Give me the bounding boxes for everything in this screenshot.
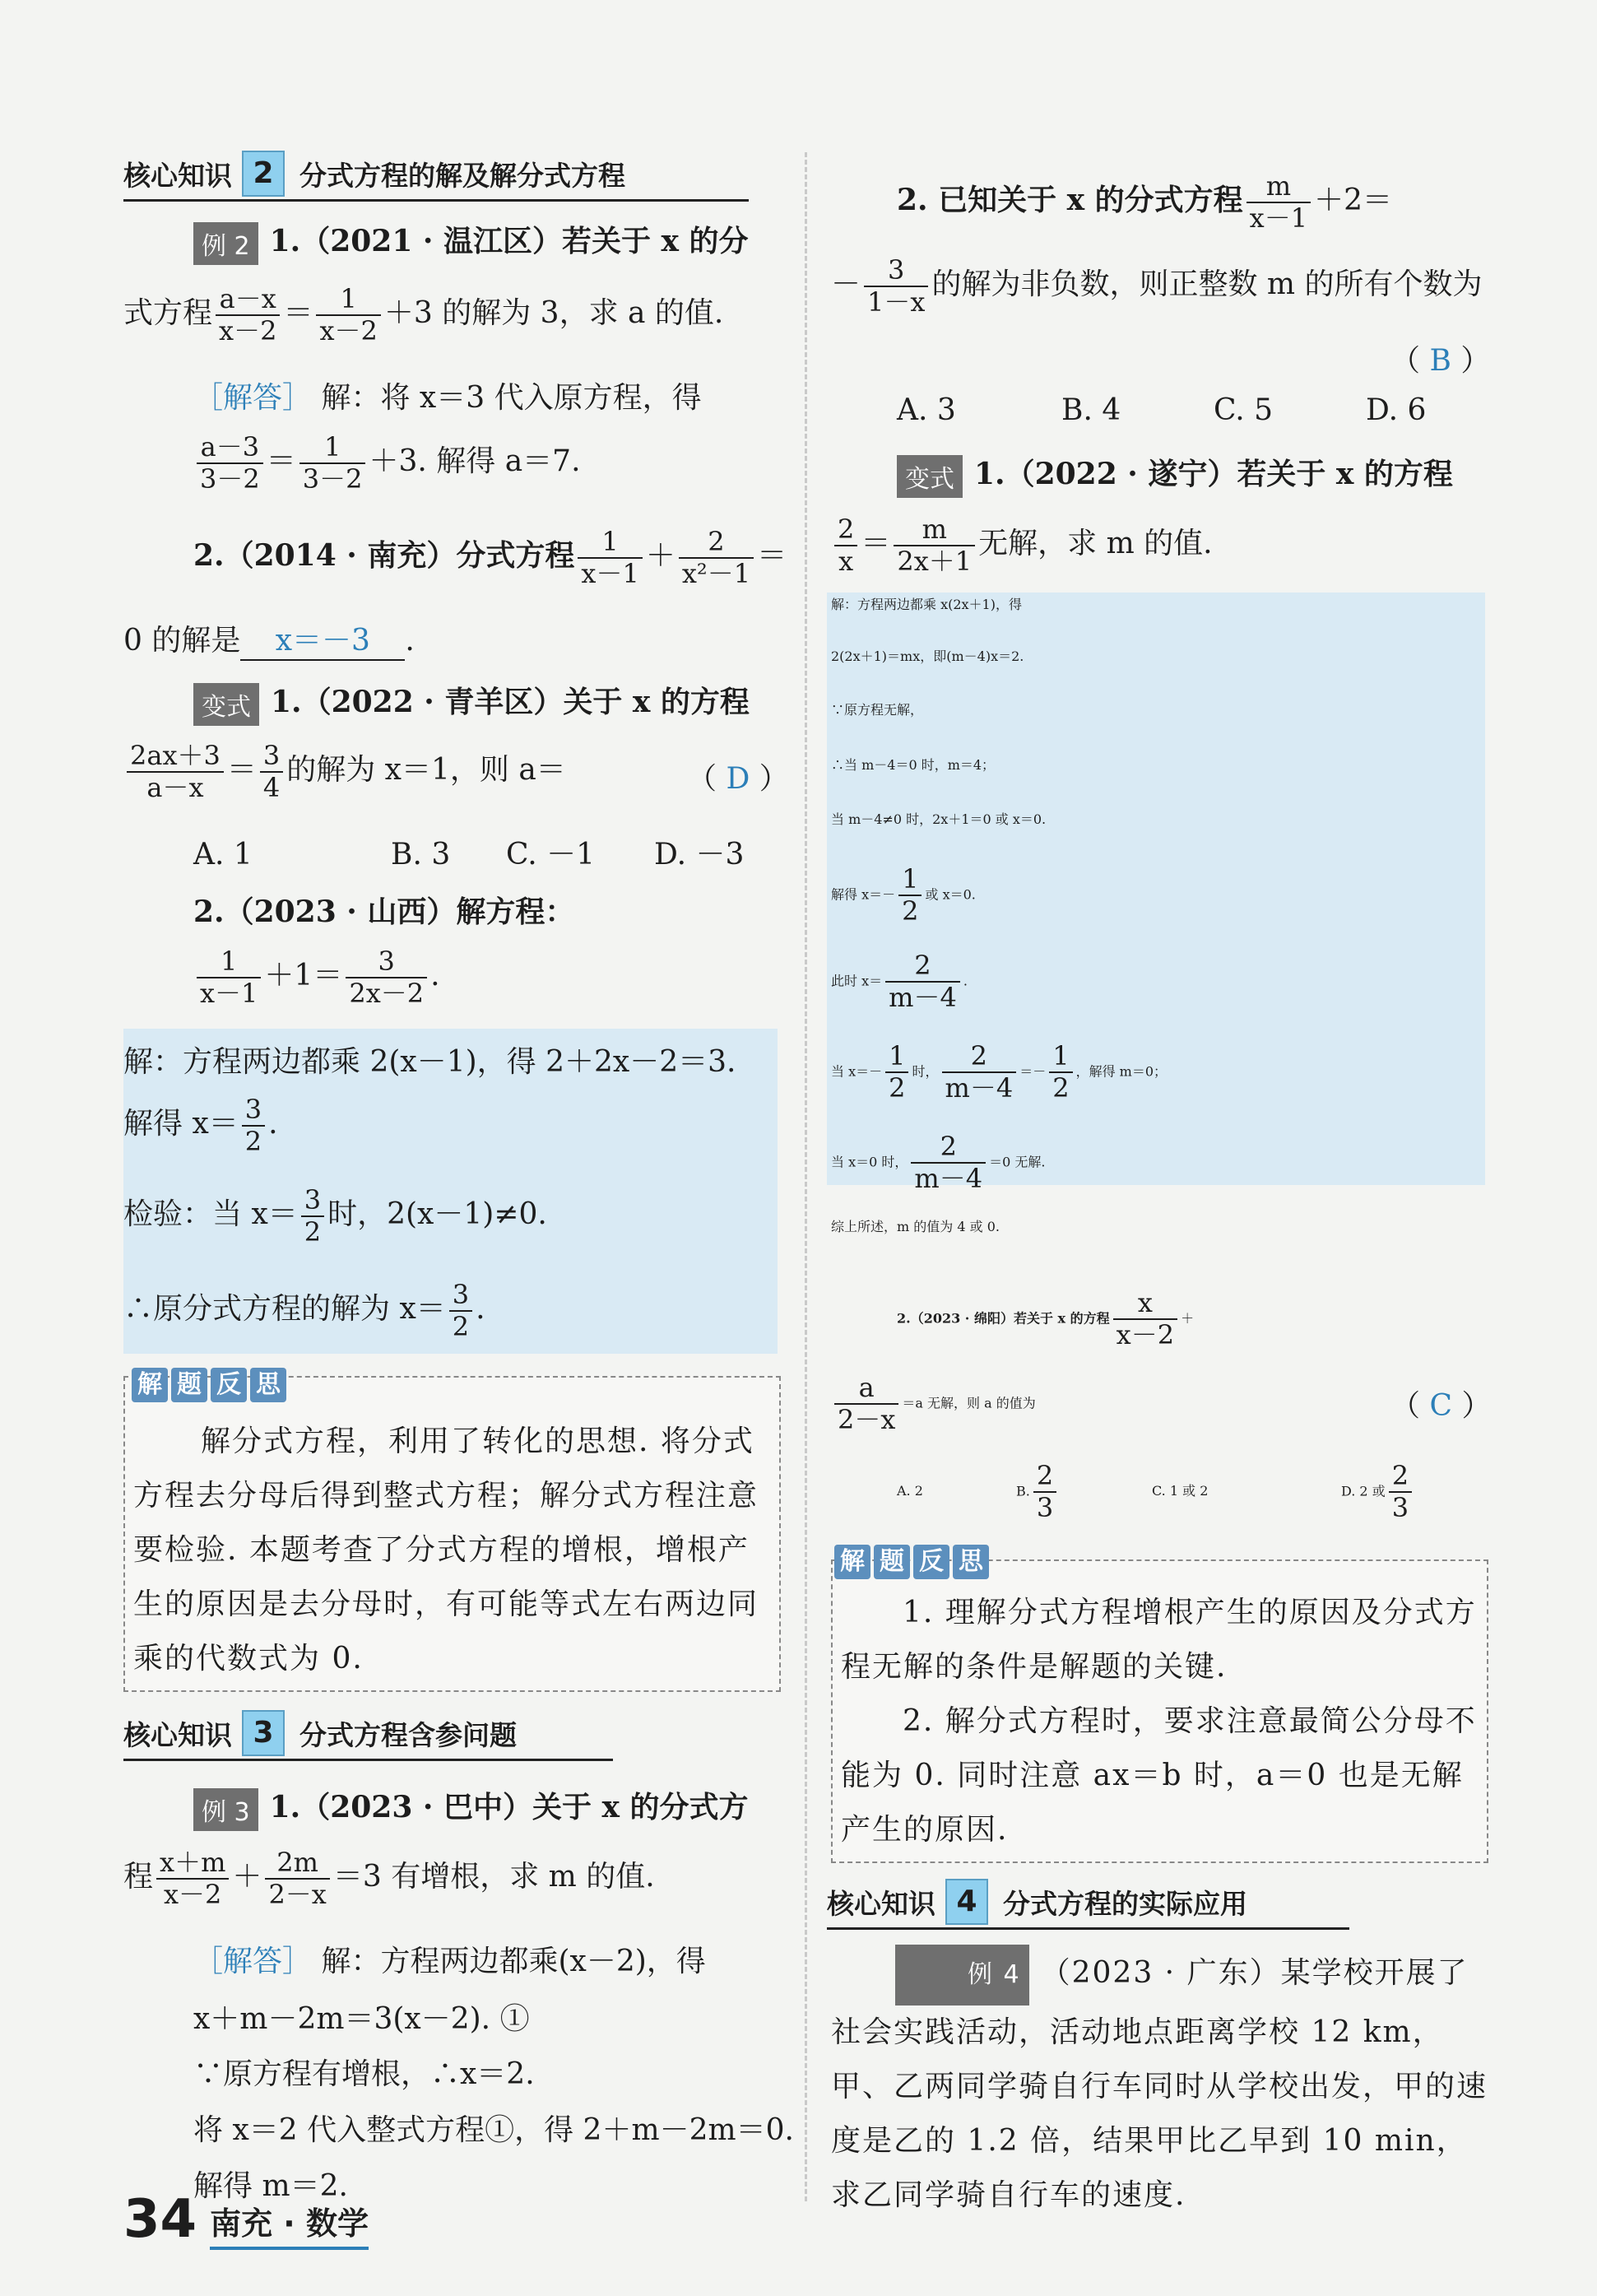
answer-tag: ［解答］ — [193, 381, 313, 415]
solution-line-10: 综上所述，m 的值为 4 或 0. — [831, 1219, 1000, 1234]
text: 解：将 x＝3 代入原方程，得 — [321, 381, 702, 415]
section-header-2 — [123, 148, 749, 202]
example-2-answer-line1 — [193, 374, 702, 416]
solution-line-4: ∴原分式方程的解为 x＝ $\frac{3}{2}$ . — [123, 1279, 485, 1342]
text: ＝a 无解，则 a 的值为 — [902, 1395, 1036, 1411]
variant-2-q2 — [897, 1288, 1194, 1350]
solution-line-3: ∵原方程无解， — [831, 702, 924, 718]
example-2-q2 — [193, 527, 787, 589]
numerator: 1 — [1049, 1041, 1072, 1073]
choice-a: A. 2 — [897, 1483, 923, 1499]
numerator: a — [834, 1373, 898, 1405]
denominator: m－4 — [945, 1071, 1014, 1104]
fraction — [864, 255, 928, 318]
numerator: 1 — [299, 432, 366, 464]
denominator: x－2 — [219, 314, 277, 346]
example-3-q — [193, 1784, 749, 1831]
denominator: x－2 — [319, 314, 378, 346]
variant-1-q2 — [193, 889, 574, 931]
reflection-char: 题 — [874, 1545, 910, 1579]
choice-b: B. 3 — [391, 838, 451, 871]
reflection-box-1 — [123, 1370, 781, 1692]
variant-2-q1 — [897, 451, 1453, 498]
reflection-char: 思 — [953, 1545, 989, 1579]
text: 时，2(x－1)≠0. — [327, 1197, 547, 1231]
numerator: 2ax＋3 — [127, 741, 224, 773]
answer-letter: D — [726, 762, 750, 796]
text: 0 的解是 — [123, 624, 241, 658]
reflection-box-2 — [831, 1547, 1488, 1863]
fraction — [197, 946, 261, 1009]
reflection-char: 思 — [250, 1368, 286, 1402]
reflection-text-1: 1. 理解分式方程增根产生的原因及分式方程无解的条件是解题的关键. — [841, 1596, 1477, 1684]
denominator: 2－x — [838, 1403, 896, 1435]
section-number: 2 — [242, 151, 285, 197]
variant-2-q2-choices — [897, 1461, 1415, 1523]
numerator: m — [894, 514, 975, 546]
denominator: 1－x — [867, 286, 926, 318]
solution-line-1: 解：方程两边都乘 x(2x＋1)，得 — [831, 597, 1022, 612]
choice-a: A. 3 — [897, 393, 956, 427]
variant-2-q1-line2: $\frac{2}{x}$ ＝ $\frac{m}{2x+1}$ 无解，求 m 的值. — [831, 514, 1213, 577]
page-number: 34 — [123, 2189, 197, 2250]
choice-c: C. 1 或 2 — [1152, 1483, 1209, 1499]
variant-tag: 变式 — [193, 683, 259, 726]
fraction — [679, 527, 754, 589]
example-tag: 例 4 — [895, 1945, 1029, 2006]
fraction — [894, 514, 975, 577]
variant-1-q1-line2: $\frac{2ax+3}{a-x}$ ＝ $\frac{3}{4}$ 的解为 x＝1，则 a＝ — [123, 741, 566, 803]
numerator: 2 — [834, 514, 857, 546]
text: . — [405, 624, 415, 658]
text: 检验：当 x＝ — [123, 1197, 298, 1231]
reflection-text: 解分式方程，利用了转化的思想. 将分式方程去分母后得到整式方程；解分式方程注意要检验. 本题考查了分式方程的增根，增根产生的原因是去分母时，有可能等式左右两边同乘的代数式为 0. — [133, 1425, 759, 1676]
reflection-char: 反 — [913, 1545, 949, 1579]
fraction — [578, 527, 642, 589]
reflection-title — [834, 1545, 989, 1579]
denominator: 2 — [304, 1215, 322, 1248]
choice-c: C. －1 — [506, 838, 596, 871]
text: 式方程 — [123, 295, 213, 330]
example-2-answer-line2: $\frac{a-3}{3-2}$ ＝ $\frac{1}{3-2}$ ＋3. 解得 a＝7. — [193, 432, 581, 495]
text: 解：方程两边都乘(x－2)，得 — [321, 1945, 706, 1978]
example-2-q1 — [193, 218, 749, 265]
example-3-q-line2: 程 $\frac{x+m}{x-2}$ ＋ $\frac{2m}{2-x}$ ＝3 有增根，求 m 的值. — [123, 1847, 655, 1910]
section-number: 4 — [945, 1879, 988, 1925]
fraction — [1389, 1461, 1412, 1523]
denominator: x — [838, 545, 854, 577]
fraction — [216, 284, 280, 346]
reflection-text-2: 2. 解分式方程时，要求注意最简公分母不能为 0. 同时注意 ax＝b 时，a＝0 也是无解产生的原因. — [841, 1704, 1477, 1847]
section-header-3 — [123, 1708, 613, 1761]
numerator: 1 — [578, 527, 642, 559]
text: ＋2＝ — [1314, 183, 1392, 217]
numerator: 2 — [942, 1041, 1017, 1073]
fraction — [449, 1280, 472, 1342]
fraction — [898, 864, 922, 927]
question-text: 1.（2022 · 青羊区）关于 x 的方程 — [271, 685, 750, 719]
numerator: 2m — [265, 1847, 329, 1880]
text: 的解为非负数，则正整数 m 的所有个数为 — [931, 267, 1483, 301]
numerator: x＋m — [156, 1847, 229, 1880]
denominator: x²－1 — [681, 557, 751, 589]
fraction — [834, 1373, 898, 1435]
fraction — [260, 741, 283, 803]
section-label: 核心知识 — [827, 1887, 935, 1920]
denominator: 2 — [452, 1310, 470, 1342]
answer-blank: x＝－3 — [240, 617, 405, 661]
denominator: a－x — [146, 771, 204, 803]
example-4-text — [831, 1945, 1489, 2223]
right-q2-choices — [897, 393, 1426, 427]
example-3-answer-2: x＋m－2m＝3(x－2). ① — [193, 2002, 530, 2036]
numerator: 2 — [679, 527, 754, 559]
denominator: 3 — [1391, 1491, 1409, 1523]
choice-d: D. 6 — [1366, 393, 1427, 427]
fraction — [301, 1185, 324, 1248]
fraction — [1113, 1288, 1177, 1350]
fraction — [885, 1041, 908, 1104]
right-q2-line2 — [831, 255, 1482, 318]
answer-paren: （ B ） — [1390, 344, 1491, 378]
denominator: x－2 — [1116, 1318, 1175, 1350]
fraction — [911, 1132, 986, 1194]
text: 程 — [123, 1859, 154, 1894]
reflection-char: 题 — [171, 1368, 207, 1402]
fraction — [834, 514, 857, 577]
denominator: m－4 — [889, 981, 957, 1013]
reflection-char: 解 — [132, 1368, 168, 1402]
example-3-answer-5: 解得 m＝2. — [193, 2169, 348, 2203]
fraction — [299, 432, 366, 495]
numerator: 3 — [449, 1280, 472, 1312]
question-text: 1.（2021 · 温江区）若关于 x 的分 — [269, 224, 749, 258]
fraction — [885, 950, 960, 1013]
example-3-answer-4: 将 x＝2 代入整式方程①，得 2＋m－2m＝0. — [193, 2113, 794, 2147]
denominator: 3 — [1036, 1491, 1054, 1523]
text: 2.（2014 · 南充）分式方程 — [193, 537, 575, 573]
fraction — [1246, 171, 1311, 234]
example-tag: 例 3 — [193, 1788, 258, 1831]
answer-paren: （ C ） — [1390, 1389, 1492, 1423]
choice-a: A. 1 — [193, 838, 253, 871]
numerator: 1 — [898, 864, 922, 896]
solution-line-8 — [831, 1041, 1167, 1104]
text: 或 x＝0. — [925, 886, 976, 903]
numerator: 2 — [1033, 1461, 1056, 1493]
reflection-char: 反 — [211, 1368, 247, 1402]
fraction — [316, 284, 380, 346]
denominator: 2－x — [268, 1878, 327, 1910]
solution-line-2: 2(2x＋1)＝mx，即(m－4)x＝2. — [831, 648, 1024, 664]
question-text: （2023 · 广东）某学校开展了社会实践活动，活动地点距离学校 12 km，甲、乙两同学骑自行车同时从学校出发，甲的速度是乙的 1.2 倍，结果甲比乙早到 10 min，求乙同学骑自行车的速度. — [831, 1956, 1488, 2212]
denominator: x－1 — [200, 977, 258, 1009]
variant-1-q1 — [193, 679, 750, 726]
solution-line-3 — [123, 1185, 547, 1248]
denominator: x－1 — [581, 557, 639, 589]
fraction — [242, 1095, 265, 1157]
answer-paren: （ D ） — [687, 762, 789, 796]
choice-c: C. 5 — [1214, 393, 1274, 427]
text: ＝0 无解. — [989, 1154, 1046, 1170]
solution-line-6 — [831, 864, 976, 927]
numerator: a－3 — [197, 432, 263, 464]
variant-1-choices — [193, 831, 744, 873]
denominator: x－1 — [1249, 202, 1308, 234]
text: ＝ — [283, 295, 313, 330]
answer-letter: B — [1429, 344, 1451, 378]
section-header-4 — [827, 1876, 1349, 1930]
fraction — [1049, 1041, 1072, 1104]
question-text: 2. 已知关于 x 的分式方程 — [897, 182, 1243, 217]
text: B. — [1016, 1483, 1030, 1499]
numerator: 1 — [197, 946, 261, 978]
question-text: 2.（2023 · 绵阳）若关于 x 的方程 — [897, 1310, 1110, 1327]
choice-d: D. －3 — [654, 838, 745, 871]
variant-2-q2-line2 — [831, 1373, 1036, 1435]
numerator: 2 — [885, 950, 960, 983]
example-tag: 例 2 — [193, 222, 258, 265]
denominator: 2x－2 — [349, 977, 425, 1009]
numerator: 2 — [911, 1132, 986, 1164]
section-number: 3 — [242, 1710, 285, 1756]
example-3-answer-1 — [193, 1938, 706, 1980]
fraction — [156, 1847, 229, 1910]
text: ＝－ — [1019, 1063, 1047, 1080]
solution-line-4: ∴当 m－4＝0 时，m＝4； — [831, 757, 996, 773]
text: D. 2 或 — [1341, 1483, 1386, 1499]
denominator: 2 — [889, 1071, 906, 1104]
numerator: 3 — [242, 1095, 265, 1127]
variant-tag: 变式 — [897, 455, 963, 498]
page-footer — [123, 2189, 369, 2250]
text: 时， — [912, 1063, 939, 1080]
text: ＋3. 解得 a＝7. — [369, 444, 581, 478]
numerator: 1 — [316, 284, 380, 316]
text: ＋ — [645, 538, 675, 573]
denominator: 2 — [244, 1125, 262, 1157]
numerator: 3 — [301, 1185, 324, 1217]
text: 的解为 x＝1，则 a＝ — [286, 752, 566, 787]
fraction — [127, 741, 224, 803]
text: ＋ — [1181, 1310, 1195, 1327]
section-title: 分式方程的解及解分式方程 — [299, 159, 625, 192]
solution-line-2: 解得 x＝ $\frac{3}{2}$ . — [123, 1094, 278, 1157]
answer-letter: C — [1429, 1389, 1452, 1423]
reflection-title — [132, 1368, 286, 1402]
text: 当 x＝－ — [831, 1063, 883, 1080]
solution-line-5: 当 m－4≠0 时，2x＋1＝0 或 x＝0. — [831, 811, 1047, 827]
numerator: m — [1246, 171, 1311, 203]
text: 当 x＝0 时， — [831, 1154, 908, 1170]
section-title: 分式方程含参问题 — [299, 1718, 517, 1751]
example-3-answer-3: ∵原方程有增根，∴x＝2. — [193, 2057, 535, 2091]
denominator: 4 — [262, 771, 281, 803]
fraction — [942, 1041, 1017, 1104]
section-label: 核心知识 — [123, 1718, 232, 1751]
denominator: 2 — [1052, 1071, 1070, 1104]
numerator: x — [1113, 1288, 1177, 1320]
text: － — [831, 267, 861, 301]
text: ＋3 的解为 3，求 a 的值. — [383, 295, 724, 330]
numerator: a－x — [216, 284, 280, 316]
question-text: 1.（2022 · 遂宁）若关于 x 的方程 — [974, 457, 1453, 491]
text: 解得 x＝－ — [831, 886, 896, 903]
text: ，解得 m＝0； — [1075, 1063, 1168, 1080]
right-q2 — [897, 171, 1392, 234]
column-separator — [805, 152, 807, 2201]
question-text: 1.（2023 · 巴中）关于 x 的分式方 — [269, 1790, 749, 1824]
section-title: 分式方程的实际应用 — [1003, 1887, 1247, 1920]
denominator: 2 — [902, 895, 919, 927]
text: ＝3 有增根，求 m 的值. — [332, 1859, 655, 1894]
numerator: 3 — [260, 741, 283, 773]
denominator: 3－2 — [302, 462, 363, 495]
numerator: 3 — [346, 946, 427, 978]
choice-b: B. 4 — [1061, 393, 1121, 427]
variant-1-equation: $\frac{1}{x-1}$ ＋1＝ $\frac{3}{2x-2}$ . — [193, 946, 440, 1009]
fraction — [265, 1847, 329, 1910]
numerator: 2 — [1389, 1461, 1412, 1493]
answer-tag: ［解答］ — [193, 1945, 313, 1978]
denominator: 2x＋1 — [897, 545, 973, 577]
book-title: 南充 · 数学 — [210, 2198, 369, 2250]
numerator: 1 — [885, 1041, 908, 1073]
text: ＝ — [757, 538, 787, 573]
question-text: 2.（2023 · 山西）解方程： — [193, 895, 575, 929]
denominator: x－2 — [164, 1878, 222, 1910]
fraction — [1033, 1461, 1056, 1523]
choice-d — [1341, 1461, 1415, 1523]
example-2-q2-line2 — [123, 617, 415, 661]
text: ＋1＝ — [264, 958, 343, 992]
fraction — [197, 432, 263, 495]
text: 无解，求 m 的值. — [978, 526, 1213, 560]
solution-line-1: 解：方程两边都乘 2(x－1)，得 2＋2x－2＝3. — [123, 1045, 736, 1079]
solution-line-9 — [831, 1132, 1045, 1194]
text: 此时 x＝ — [831, 973, 883, 989]
denominator: 3－2 — [200, 462, 260, 495]
text: 解得 x＝ — [123, 1106, 239, 1141]
fraction — [346, 946, 427, 1009]
reflection-char: 解 — [834, 1545, 870, 1579]
choice-b — [1016, 1461, 1152, 1523]
text: ∴原分式方程的解为 x＝ — [123, 1291, 446, 1326]
section-label: 核心知识 — [123, 159, 232, 192]
denominator: m－4 — [914, 1162, 983, 1194]
example-2-q1-line2 — [123, 284, 723, 346]
solution-line-7: 此时 x＝ $\frac{2}{m-4}$ . — [831, 950, 968, 1013]
numerator: 3 — [864, 255, 928, 287]
